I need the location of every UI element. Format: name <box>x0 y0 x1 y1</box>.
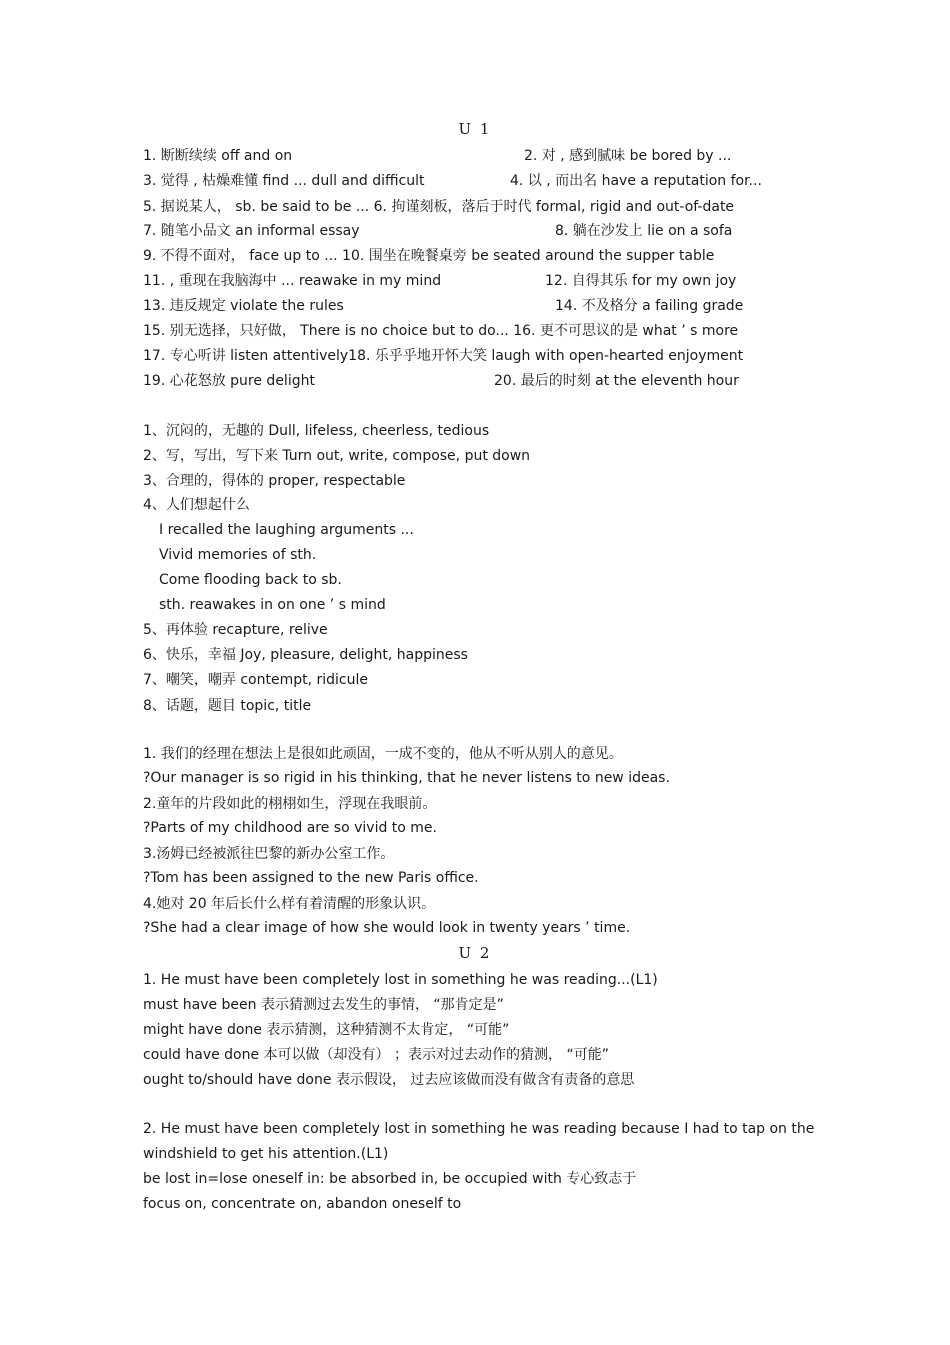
vocab-row: 19. 心花怒放 pure delight <box>143 373 315 389</box>
sentence-en: ?Our manager is so rigid in his thinking, that he never listens to new ideas. <box>143 770 670 786</box>
sentence-en: ?She had a clear image of how she would look in twenty years ’ time. <box>143 920 631 936</box>
vocab-row: 11. , 重现在我脑海中 ... reawake in my mind <box>143 273 442 289</box>
synonym-subitem: Come flooding back to sb. <box>159 572 342 588</box>
vocab-row-right: 14. 不及格分 a failing grade <box>555 298 744 314</box>
vocab-row: 5. 据说某人， sb. be said to be ... 6. 拘谨刻板，落后于时代 formal, rigid and out-of-date <box>143 199 735 215</box>
vocab-row: 9. 不得不面对， face up to ... 10. 围坐在晚餐桌旁 be seated around the supper table <box>143 248 715 264</box>
vocab-row: 1. 断断续续 off and on <box>143 148 293 164</box>
synonym-subitem: sth. reawakes in on one ’ s mind <box>159 597 386 613</box>
synonym-item: 6、快乐，幸福 Joy, pleasure, delight, happiness <box>143 647 468 663</box>
synonym-subitem: I recalled the laughing arguments ... <box>159 522 414 538</box>
sentence-en: ?Tom has been assigned to the new Paris office. <box>143 870 479 886</box>
sentence-cn: 2.童年的片段如此的栩栩如生，浮现在我眼前。 <box>143 796 437 812</box>
unit-1-heading: U 1 <box>458 120 492 138</box>
vocab-row: 3. 觉得 , 枯燥难懂 find ... dull and difficult <box>143 173 425 189</box>
vocab-row-right: 8. 躺在沙发上 lie on a sofa <box>555 223 733 239</box>
grammar-line: might have done 表示猜测，这种猜测不太肯定， “可能” <box>143 1022 510 1038</box>
vocab-row: 17. 专心听讲 listen attentively18. 乐乎乎地开怀大笑 laugh with open-hearted enjoyment <box>143 348 744 364</box>
grammar-line: 1. He must have been completely lost in something he was reading...(L1) <box>143 972 658 988</box>
unit-2-heading: U 2 <box>458 944 492 962</box>
grammar-line: windshield to get his attention.(L1) <box>143 1146 389 1162</box>
synonym-item: 8、话题，题目 topic, title <box>143 698 312 714</box>
synonym-item: 7、嘲笑，嘲弄 contempt, ridicule <box>143 672 369 688</box>
vocab-row-right: 20. 最后的时刻 at the eleventh hour <box>494 373 739 389</box>
grammar-line: focus on, concentrate on, abandon oneself to <box>143 1196 462 1212</box>
grammar-line: be lost in=lose oneself in: be absorbed in, be occupied with 专心致志于 <box>143 1171 637 1187</box>
synonym-item: 2、写，写出，写下来 Turn out, write, compose, put down <box>143 448 531 464</box>
grammar-line: could have done 本可以做（却没有） ；表示对过去动作的猜测， “可能” <box>143 1047 609 1063</box>
sentence-en: ?Parts of my childhood are so vivid to me. <box>143 820 437 836</box>
sentence-cn: 1. 我们的经理在想法上是很如此顽固，一成不变的，他从不听从别人的意见。 <box>143 746 623 762</box>
synonym-subitem: Vivid memories of sth. <box>159 547 317 563</box>
synonym-item: 3、合理的，得体的 proper, respectable <box>143 473 406 489</box>
grammar-line: 2. He must have been completely lost in something he was reading because I had to tap on the <box>143 1121 815 1137</box>
vocab-row: 7. 随笔小品文 an informal essay <box>143 223 360 239</box>
synonym-item: 5、再体验 recapture, relive <box>143 622 328 638</box>
vocab-row: 13. 违反规定 violate the rules <box>143 298 344 314</box>
grammar-line: ought to/should have done 表示假设， 过去应该做而没有做含有责备的意思 <box>143 1072 635 1088</box>
vocab-row-right: 2. 对 , 感到腻味 be bored by ... <box>524 148 732 164</box>
vocab-row-right: 4. 以 , 而出名 have a reputation for... <box>510 173 762 189</box>
vocab-row-right: 12. 自得其乐 for my own joy <box>545 273 737 289</box>
sentence-cn: 3.汤姆已经被派往巴黎的新办公室工作。 <box>143 846 395 862</box>
synonym-item: 1、沉闷的，无趣的 Dull, lifeless, cheerless, tedious <box>143 423 490 439</box>
vocab-row: 15. 别无选择，只好做， There is no choice but to do... 16. 更不可思议的是 what ’ s more <box>143 323 739 339</box>
sentence-cn: 4.她对 20 年后长什么样有着清醒的形象认识。 <box>143 896 436 912</box>
grammar-line: must have been 表示猜测过去发生的事情， “那肯定是” <box>143 997 504 1013</box>
synonym-item: 4、人们想起什么 <box>143 497 250 513</box>
